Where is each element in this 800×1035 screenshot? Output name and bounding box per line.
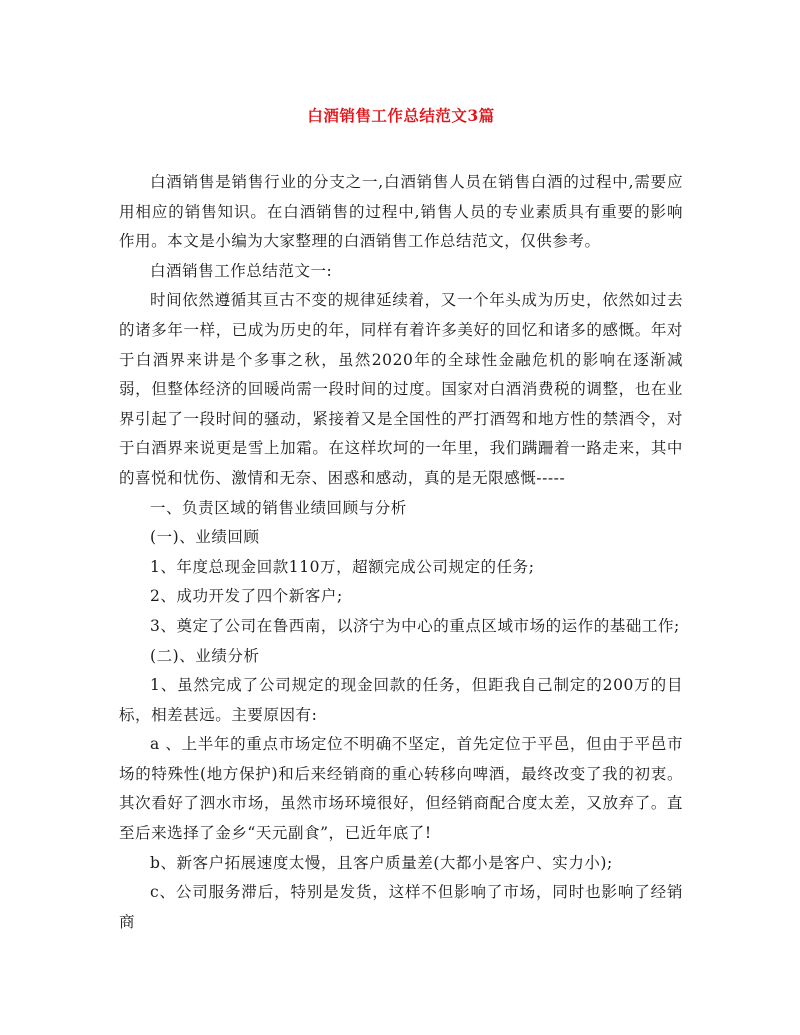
list-item: 3、奠定了公司在鲁西南，以济宁为中心的重点区域市场的运作的基础工作; [150, 616, 680, 635]
list-item: a 、上半年的重点市场定位不明确不坚定，首先定位于平邑，但由于平邑市场的特殊性(地方保护)和后来经销商的重心转移向啤酒，最终改变了我的初衷。其次看好了泗水市场，虽然市场环境很好，但经销商配合度太差，又放弃了。直至后来选择了金乡“天元副食”，已近年底了! [119, 735, 683, 843]
list-item: 2、成功开发了四个新客户; [150, 587, 343, 606]
list-item: 1、年度总现金回款110万，超额完成公司规定的任务; [150, 557, 535, 576]
intro-paragraph: 白酒销售是销售行业的分支之一,白酒销售人员在销售白酒的过程中,需要应用相应的销售知识。在白酒销售的过程中,销售人员的专业素质具有重要的影响作用。本文是小编为大家整理的白酒销售工作总结范文，仅供参考。 [119, 173, 683, 251]
list-item: c、公司服务滞后，特别是发货，这样不但影响了市场，同时也影响了经销商 [119, 883, 683, 931]
subsection-heading: (二)、业绩分析 [150, 646, 260, 665]
section-heading: 一、负责区域的销售业绩回顾与分析 [150, 498, 407, 517]
list-item: b、新客户拓展速度太慢，且客户质量差(大都小是客户、实力小); [150, 853, 613, 872]
section-heading-sample-one: 白酒销售工作总结范文一: [150, 261, 333, 280]
list-item: 1、虽然完成了公司规定的现金回款的任务，但距我自己制定的200万的目标，相差甚远。主要原因有: [119, 676, 683, 724]
document-title: 白酒销售工作总结范文3篇 [307, 106, 495, 125]
subsection-heading: (一)、业绩回顾 [150, 528, 260, 547]
document-body [119, 168, 683, 937]
body-paragraph: 时间依然遵循其亘古不变的规律延续着，又一个年头成为历史，依然如过去的诸多年一样，已成为历史的年，同样有着许多美好的回忆和诸多的感慨。年对于白酒界来讲是个多事之秋，虽然2020年的全球性金融危机的影响在逐渐减弱，但整体经济的回暖尚需一段时间的过度。国家对白酒消费税的调整，也在业界引起了一段时间的骚动，紧接着又是全国性的严打酒驾和地方性的禁酒令，对于白酒界来说更是雪上加霜。在这样坎坷的一年里，我们蹒跚着一路走来，其中的喜悦和忧伤、激情和无奈、困惑和感动，真的是无限感慨----- [119, 291, 683, 487]
